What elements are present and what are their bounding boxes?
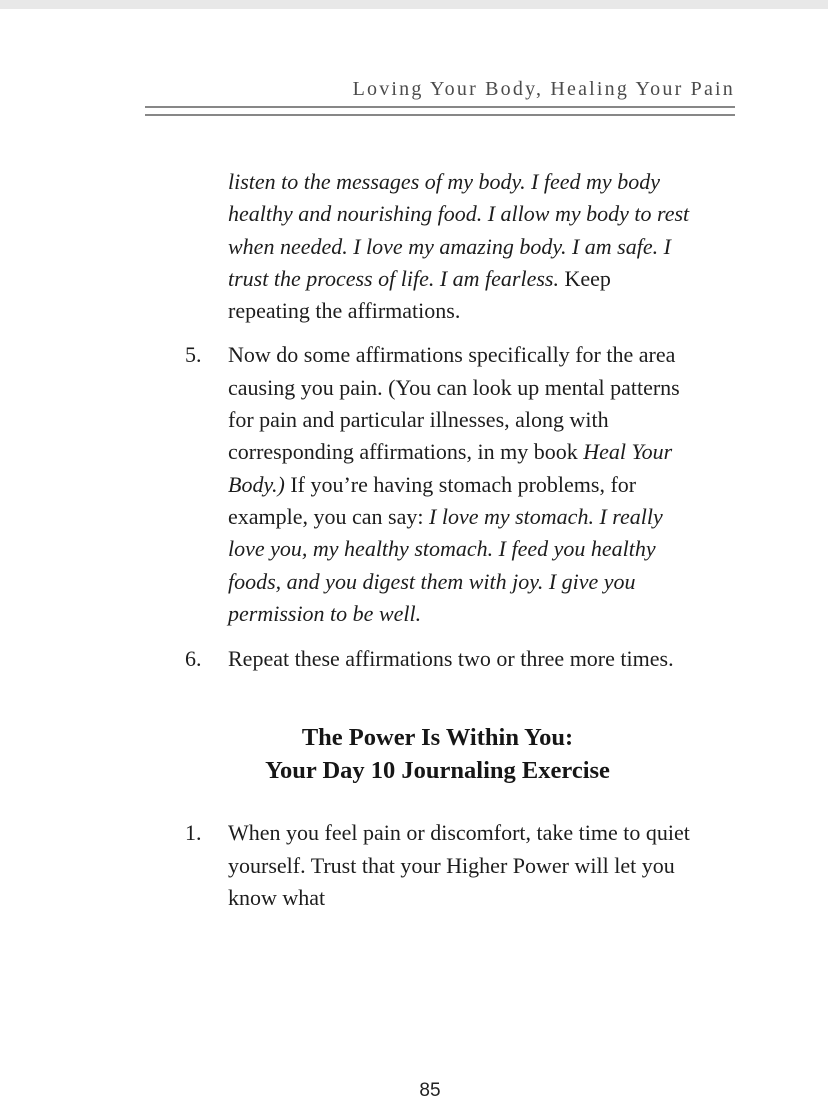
step5-affirmation: I love my stomach. I really love you, my healthy stomach. I feed you healthy foods, and you digest them with joy. I give you permission to be well. xyxy=(228,503,663,626)
list-item-5-text xyxy=(228,339,691,630)
list-number-1: 1. xyxy=(185,820,202,846)
page-content xyxy=(145,166,735,914)
double-rule xyxy=(145,106,735,116)
section-heading-line-1: The Power Is Within You: xyxy=(301,724,574,752)
step5-text-part2: If you’re having stomach problems, for example, you can say: xyxy=(228,471,637,529)
list-number-6: 6. xyxy=(185,646,202,672)
running-head xyxy=(145,76,735,116)
affirmation-closing-text: Keep repeating the affirmations. xyxy=(228,265,611,324)
section-heading xyxy=(185,721,690,787)
step5-book-title: Heal Your Body.) xyxy=(228,439,673,497)
list-number-5: 5. xyxy=(185,342,202,368)
affirmation-paragraph xyxy=(228,166,691,327)
list-item-step-1 xyxy=(145,817,735,914)
list-item-step-5 xyxy=(145,339,735,630)
running-head-title: Loving Your Body, Healing Your Pain xyxy=(352,78,735,100)
affirmation-italic-text: listen to the messages of my body. I feed my body healthy and nourishing food. I allow my body to rest when needed. I love my amazing body. I am safe. I trust the process of life. I am fearless. xyxy=(228,169,690,291)
page-top-edge-strip xyxy=(0,0,828,9)
list-item-1-text: When you feel pain or discomfort, take time to quiet yourself. Trust that your Higher Power will let you know what xyxy=(228,820,690,911)
page-number: 85 xyxy=(419,1080,441,1101)
step5-text-part1: Now do some affirmations specifically for the area causing you pain. (You can look up mental patterns for pain and particular illnesses, along with corresponding affirmations, in my book xyxy=(228,342,680,465)
section-heading-line-2: Your Day 10 Journaling Exercise xyxy=(265,757,610,785)
list-item-6-text: Repeat these affirmations two or three more times. xyxy=(228,646,674,672)
list-item-step-6 xyxy=(145,643,735,675)
